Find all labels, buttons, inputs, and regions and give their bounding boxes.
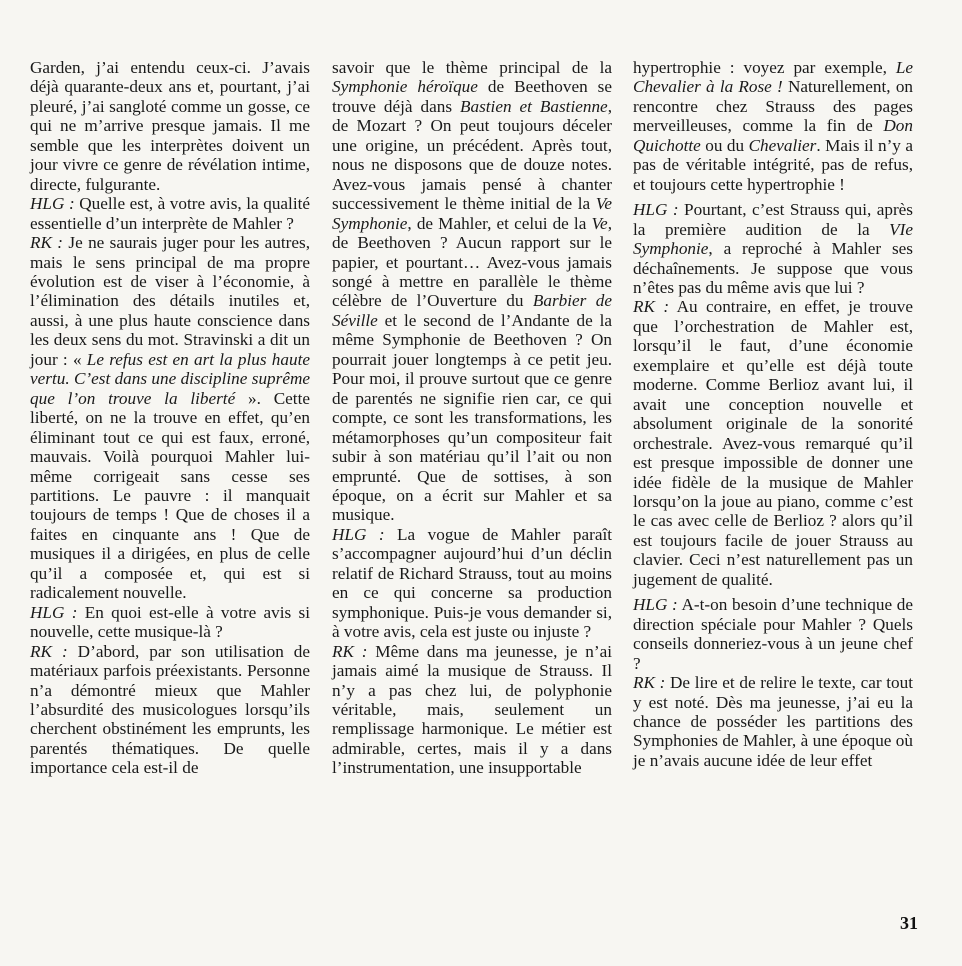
paragraph <box>30 233 310 603</box>
italic-text: Ve Symphonie <box>332 194 612 233</box>
text-run: Je ne saurais juger pour les autres, mais le sens principal de ma propre évolution est de viser à l’économie, à l’élimination des détails inutiles et, aussi, à une plus haute conscience dans les deux sens du mot. Stravinski a dit un jour : « <box>30 233 311 369</box>
text-run: , de Beethoven ? Aucun rapport sur le papier, et pourtant… Avez-vous jamais songé à mettre en parallèle le thème célèbre de l’Ouverture du <box>332 213 612 311</box>
italic-text: Barbier de Séville <box>332 291 612 330</box>
text-column-2 <box>332 58 612 778</box>
paragraph <box>30 603 310 642</box>
text-run: Pourtant, c’est Strauss qui, après la première audition de la <box>633 200 913 239</box>
italic-text: Don Quichotte <box>633 116 913 155</box>
italic-text: RK : <box>332 641 368 661</box>
text-column-1 <box>30 58 310 778</box>
paragraph <box>332 58 612 525</box>
text-run: ». Cette liberté, on ne la trouve en effet, qu’en éliminant tout ce qui est faux, erroné, mauvais. Voilà pourquoi Mahler lui-même corrigeait sans cesse ses partitions. Le pauvre : il manquait toujours de temps ! Que de choses il a faites en cinquante ans ! Que de musiques il a dirigées, en plus de celle qu’il a composée et, qui est si radicalement nouvelle. <box>30 388 310 603</box>
paragraph <box>30 58 310 194</box>
italic-text: Symphonie héroïque <box>332 77 478 97</box>
italic-text: Chevalier <box>748 135 817 155</box>
text-run: Même dans ma jeunesse, je n’ai jamais aimé la musique de Strauss. Il n’y a pas chez lui, de polyphonie véritable, mais, seulement un remplissage harmonique. Le métier est admirable, certes, mais il y a dans l’instrumentation, une insupportable <box>332 641 612 778</box>
paragraph <box>633 595 913 673</box>
text-run: Quelle est, à votre avis, la qualité essentielle d’un interprète de Mahler ? <box>30 194 310 233</box>
italic-text: HLG : <box>633 200 679 220</box>
paragraph <box>633 297 913 589</box>
paragraph <box>633 200 913 297</box>
text-run: En quoi est-elle à votre avis si nouvelle, cette musique-là ? <box>30 602 310 642</box>
text-run: savoir que le thème principal de la <box>332 58 612 77</box>
italic-text: HLG : <box>332 524 385 544</box>
italic-text: RK : <box>633 673 666 693</box>
text-run: De lire et de relire le texte, car tout y est noté. Dès ma jeunesse, j’ai eu la chance de posséder les partitions des Symphonies de Mahler, à une époque où je n’avais aucune idée de leur effet <box>633 673 913 770</box>
italic-text: HLG : <box>633 595 678 615</box>
text-run: Au contraire, en effet, je trouve que l’orchestration de Mahler est, lorsqu’il le faut, d’une économie exemplaire et qu’elle est déjà toute moderne. Comme Berlioz avant lui, il avait une conception nouvelle et absolument originale de la sonorité orchestrale. Avez-vous remarqué qu’il est presque impossible de donner une idée fidèle de la musique de Mahler lorsqu’on la joue au piano, comme c’est le cas avec celle de Berlioz ? alors qu’il est toujours facile de jouer Strauss au clavier. Ceci n’est naturellement pas un jugement de qualité. <box>633 297 913 589</box>
italic-text: Le Chevalier à la Rose ! <box>633 58 913 97</box>
paragraph <box>633 673 913 770</box>
text-run: , de Mahler, et celui de la <box>407 213 592 233</box>
page-number: 31 <box>900 913 918 933</box>
paragraph <box>30 642 310 778</box>
italic-text: Bastien et Bastienne <box>459 96 608 116</box>
text-run: D’abord, par son utilisation de matériaux parfois préexistants. Personne n’a démontré mieux que Mahler l’absurdité des musicologues lorsqu’ils cherchent obstinément les emprunts, les parentés thématiques. De quelle importance cela est-il de <box>30 641 310 778</box>
paragraph <box>332 525 612 642</box>
text-run: ou du <box>700 135 749 155</box>
italic-text: HLG : <box>30 602 78 622</box>
text-run: Naturellement, on rencontre chez Strauss des pages merveilleuses, comme la fin de <box>633 77 914 136</box>
italic-text: RK : <box>30 233 64 253</box>
paragraph <box>633 58 913 194</box>
text-run: de Beethoven se trouve déjà dans <box>332 77 613 116</box>
italic-text: RK : <box>633 297 670 317</box>
paragraph <box>332 642 612 778</box>
text-run: hypertrophie : voyez par exemple, <box>633 58 896 77</box>
text-run: et le second de l’Andante de la même Symphonie de Beethoven ? On pourrait jouer longtemps à ce petit jeu. Pour moi, il prouve surtout que ce genre de parentés ne signifie rien car, ce qui compte, ce sont les transformations, les métamorphoses qu’un compositeur fait subir à son matériau qu’il l’ait ou non emprunté. Que de sottises, à son époque, on a écrit sur Mahler et sa musique. <box>332 310 612 525</box>
text-run: Garden, j’ai entendu ceux-ci. J’avais déjà quarante-deux ans et, pourtant, j’ai pleuré, j’ai sangloté comme un gosse, ce qui ne m’arrive presque jamais. Il me semble que les interprètes doivent un jour vivre ce genre de révélation intime, directe, fulgurante. <box>30 58 310 194</box>
paragraph <box>30 194 310 233</box>
text-run: , a reproché à Mahler ses déchaînements. Je suppose que vous n’êtes pas du même avis que lui ? <box>633 239 913 297</box>
italic-text: VIe Symphonie <box>633 219 913 259</box>
italic-text: RK : <box>30 641 68 661</box>
text-run: A-t-on besoin d’une technique de direction spéciale pour Mahler ? Quels conseils donneriez-vous à un jeune chef ? <box>633 595 914 673</box>
italic-text: Le refus est en art la plus haute vertu. C’est dans une discipline suprême que l’on trouve la liberté <box>30 349 310 408</box>
italic-text: Ve <box>591 213 608 233</box>
text-run: La vogue de Mahler paraît s’accompagner aujourd’hui d’un déclin relatif de Richard Strauss, tout au moins en ce qui concerne sa production symphonique. Puis-je vous demander si, à votre avis, cela est juste ou injuste ? <box>332 524 612 642</box>
text-column-3 <box>633 58 913 770</box>
text-run: , de Mozart ? On peut toujours déceler une origine, un précédent. Après tout, nous ne disposons que de douze notes. Avez-vous jamais pensé à chanter successivement le thème initial de la <box>332 96 612 214</box>
italic-text: HLG : <box>30 194 75 214</box>
text-run: . Mais il n’y a pas de véritable intégrité, pas de refus, et toujours cette hypertrophie ! <box>633 135 914 194</box>
